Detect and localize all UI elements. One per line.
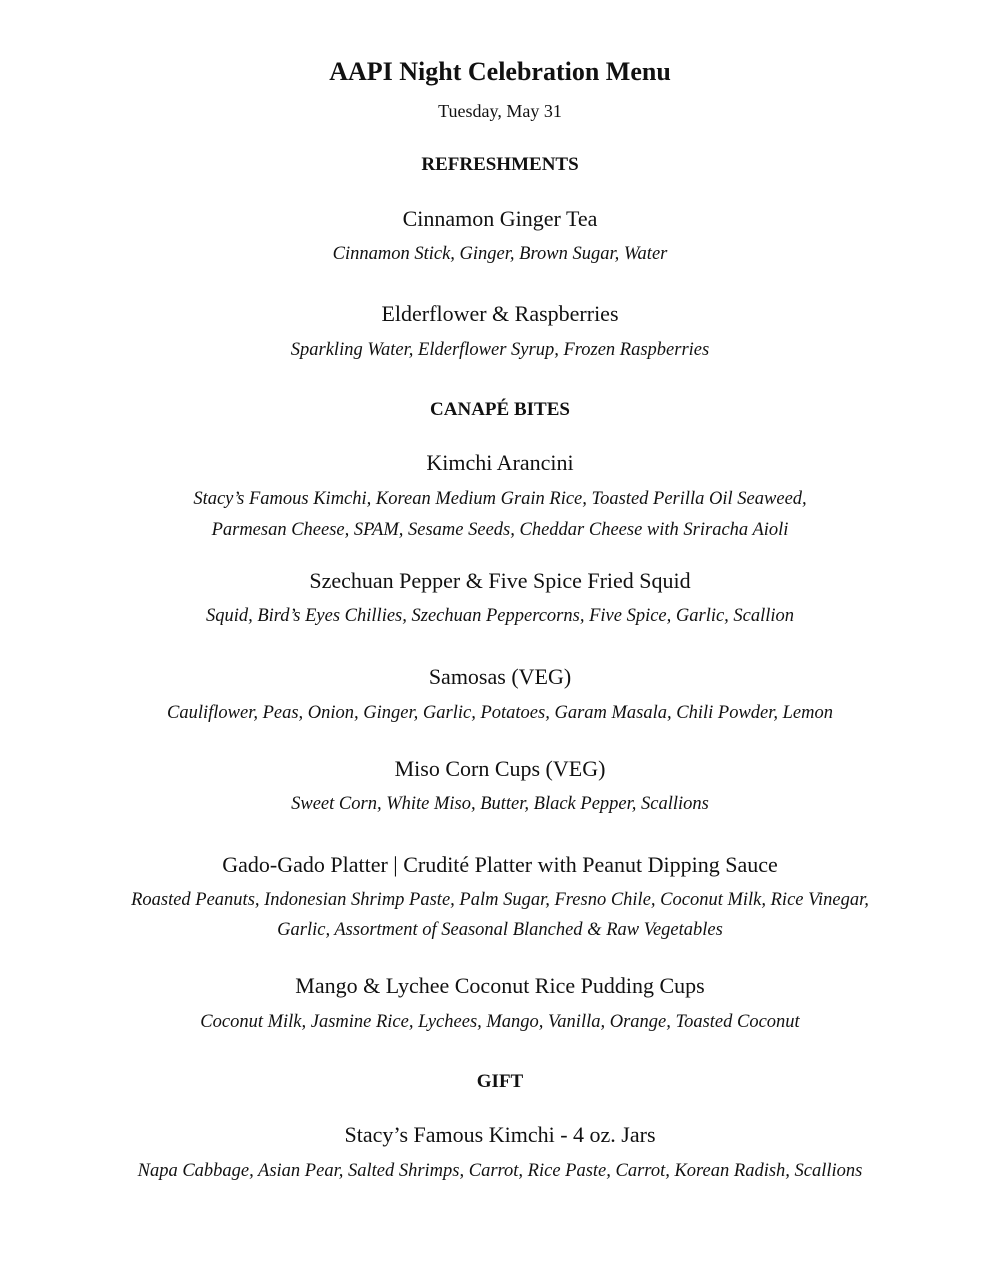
menu-item-description: Stacy’s Famous Kimchi, Korean Medium Grain Rice, Toasted Perilla Oil Seaweed, — [193, 489, 807, 509]
menu-item-description: Squid, Bird’s Eyes Chillies, Szechuan Peppercorns, Five Spice, Garlic, Scallion — [205, 606, 795, 626]
section-heading-canape-bites: CANAPÉ BITES — [430, 399, 570, 420]
menu-item-name: Elderflower & Raspberries — [381, 301, 619, 326]
menu-item-name: Cinnamon Ginger Tea — [402, 206, 598, 231]
menu-item-description: Sparkling Water, Elderflower Syrup, Frozen Raspberries — [290, 340, 710, 360]
menu-item-name: Samosas (VEG) — [428, 664, 572, 689]
menu-item-description: Coconut Milk, Jasmine Rice, Lychees, Mango, Vanilla, Orange, Toasted Coconut — [200, 1012, 800, 1032]
menu-item-description: Parmesan Cheese, SPAM, Sesame Seeds, Cheddar Cheese with Sriracha Aioli — [211, 520, 789, 540]
menu-item-name: Mango & Lychee Coconut Rice Pudding Cups — [295, 973, 705, 998]
menu-date: Tuesday, May 31 — [438, 101, 562, 121]
menu-item-description: Cauliflower, Peas, Onion, Ginger, Garlic, Potatoes, Garam Masala, Chili Powder, Lemon — [167, 703, 833, 723]
section-heading-gift: GIFT — [476, 1071, 524, 1092]
menu-item-description: Roasted Peanuts, Indonesian Shrimp Paste, Palm Sugar, Fresno Chile, Coconut Milk, Rice Vinegar, — [131, 890, 869, 910]
menu-item-description: Napa Cabbage, Asian Pear, Salted Shrimps, Carrot, Rice Paste, Carrot, Korean Radish, Scallions — [137, 1161, 863, 1181]
menu-title: AAPI Night Celebration Menu — [329, 57, 671, 86]
menu-item-description: Garlic, Assortment of Seasonal Blanched & Raw Vegetables — [277, 920, 723, 940]
menu-item-description: Sweet Corn, White Miso, Butter, Black Pepper, Scallions — [291, 794, 709, 814]
menu-item-name: Kimchi Arancini — [426, 450, 574, 475]
menu-item-description: Cinnamon Stick, Ginger, Brown Sugar, Water — [332, 244, 668, 264]
menu-item-name: Szechuan Pepper & Five Spice Fried Squid — [309, 568, 691, 593]
menu-item-name: Stacy’s Famous Kimchi - 4 oz. Jars — [344, 1122, 656, 1147]
menu-item-name: Miso Corn Cups (VEG) — [394, 756, 606, 781]
section-heading-refreshments: REFRESHMENTS — [421, 154, 579, 175]
menu-item-name: Gado-Gado Platter | Crudité Platter with Peanut Dipping Sauce — [222, 852, 778, 877]
